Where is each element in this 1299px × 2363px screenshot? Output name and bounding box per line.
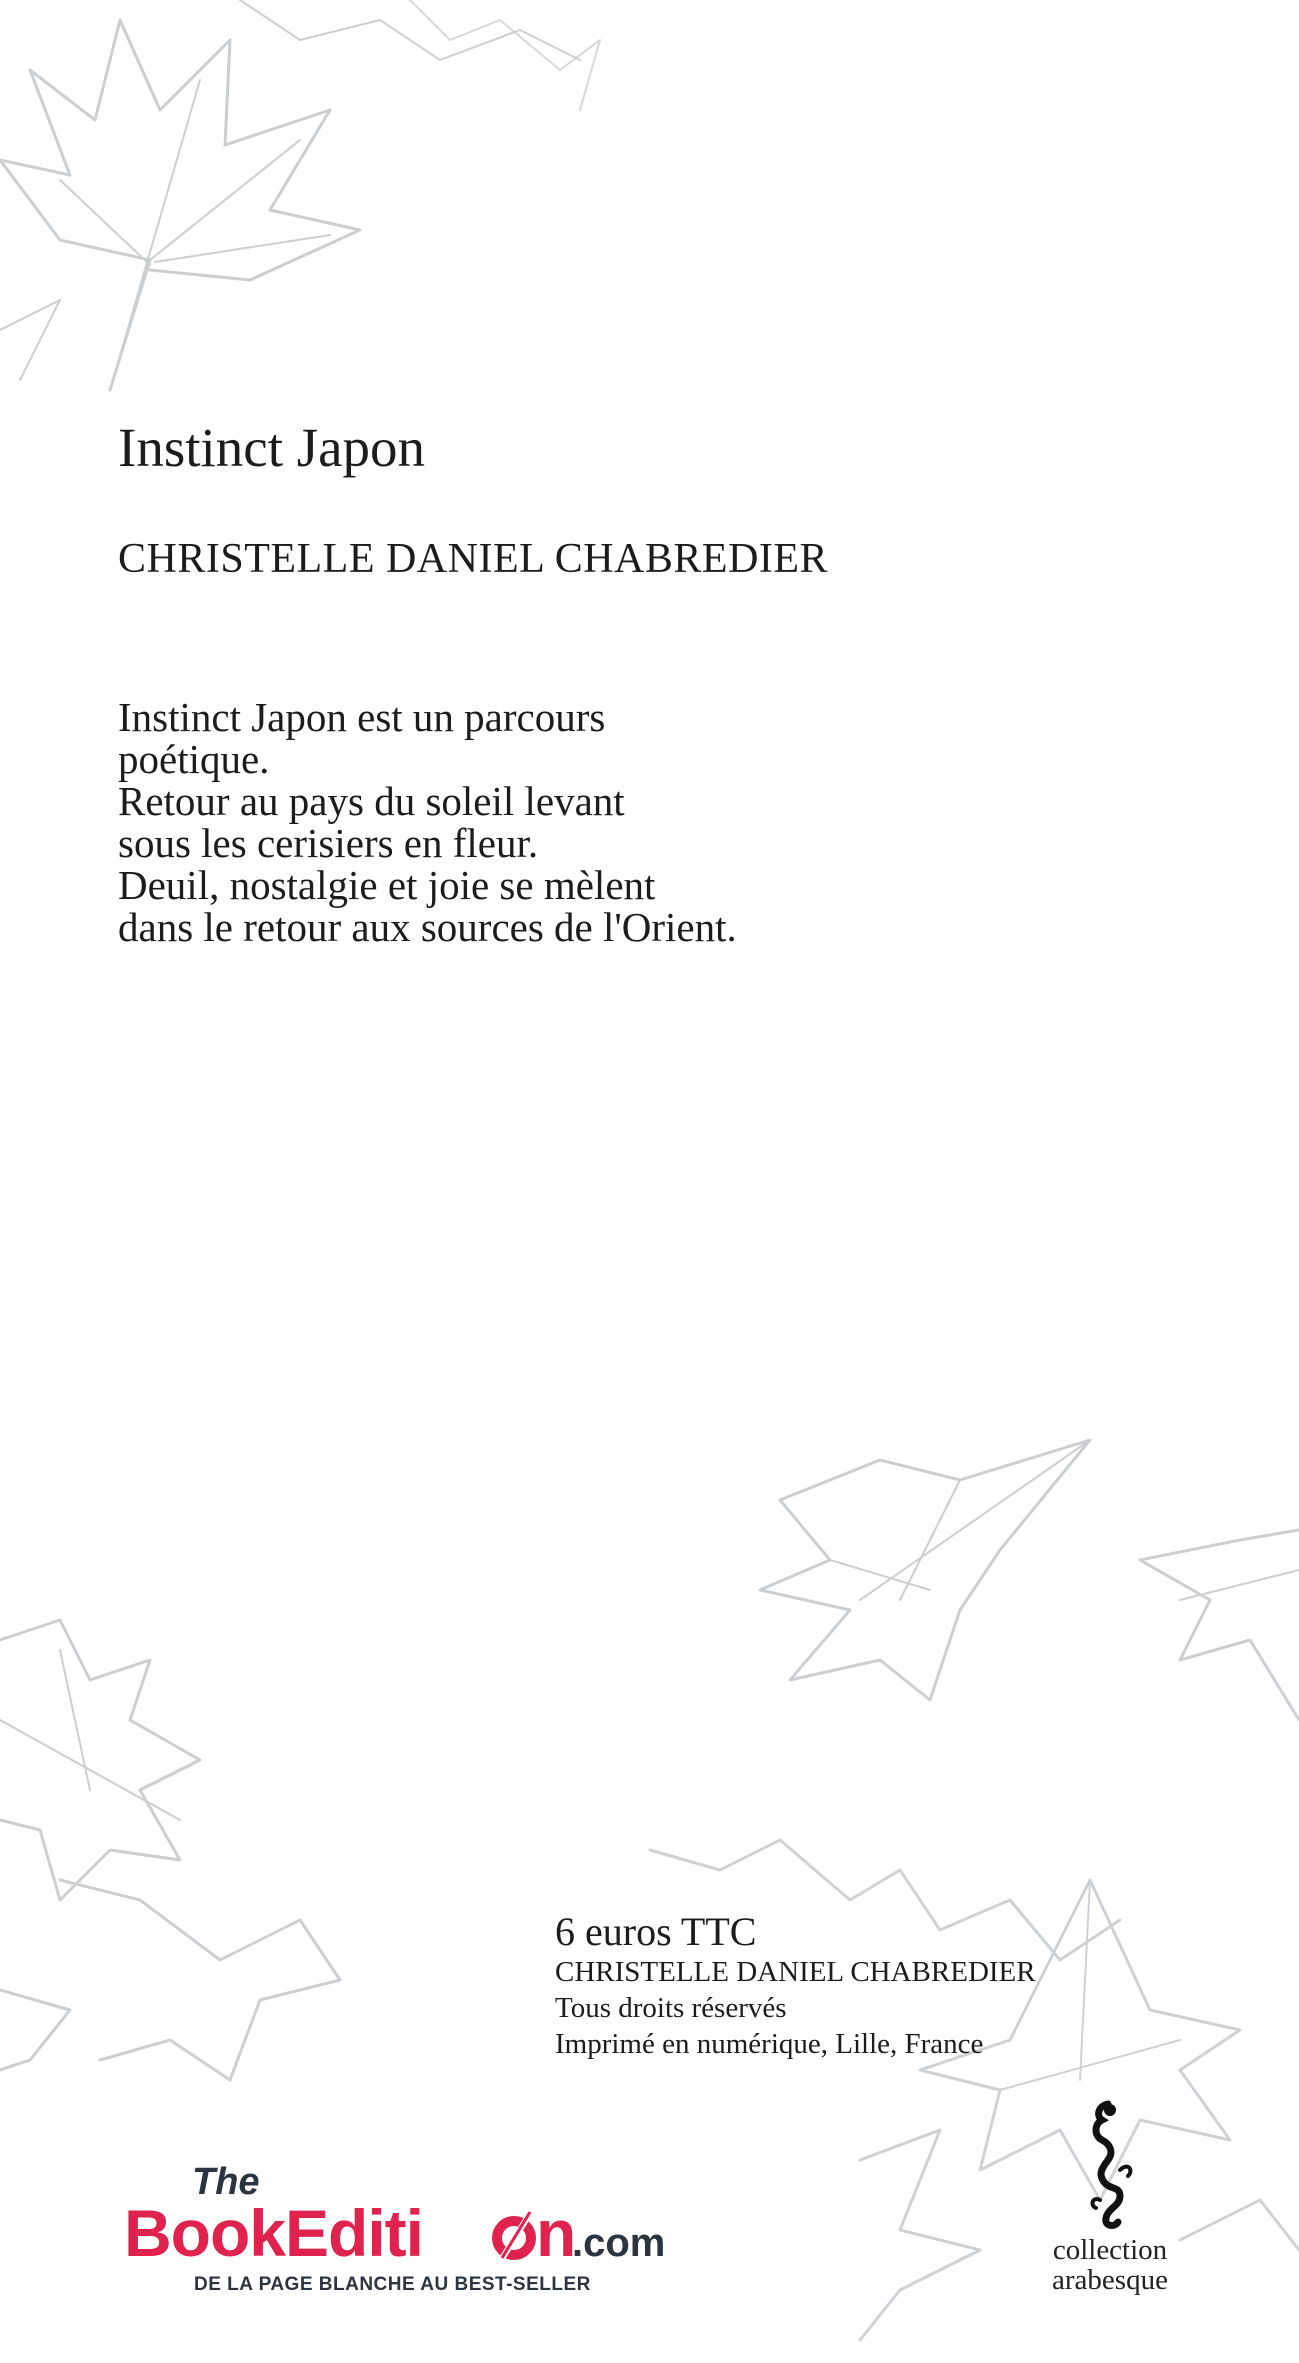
author-name: CHRISTELLE DANIEL CHABREDIER [118, 536, 829, 582]
collection-label-line2: arabesque [1052, 2264, 1168, 2296]
collection-arabesque [1010, 2100, 1210, 2295]
collection-label-line1: collection [1052, 2234, 1168, 2266]
blurb-line: sous les cerisiers en fleur. [118, 820, 539, 866]
book-blurb [118, 696, 1018, 948]
seahorse-arabesque-icon [1080, 2100, 1140, 2230]
colophon [555, 1910, 1036, 2062]
logo-dotcom: .com [572, 2221, 666, 2265]
blurb-line: poétique. [118, 736, 270, 782]
colophon-author: CHRISTELLE DANIEL CHABREDIER [555, 1956, 1036, 1988]
blurb-line: Deuil, nostalgie et joie se mèlent [118, 862, 656, 908]
logo-tagline: DE LA PAGE BLANCHE AU BEST-SELLER [194, 2274, 591, 2295]
print-location: Imprimé en numérique, Lille, France [555, 2028, 984, 2060]
logo-bookedition-part1: BookEditi [124, 2196, 423, 2270]
price: 6 euros TTC [555, 1909, 757, 1954]
maple-leaf-mid [760, 1440, 1090, 1700]
maple-leaf-top-left [0, 0, 580, 390]
logo-the: The [192, 2161, 260, 2203]
logo-bookedition-part2: n [536, 2196, 577, 2270]
thebookedition-logo [124, 2160, 714, 2300]
blurb-line: Retour au pays du soleil levant [118, 778, 625, 824]
blurb-line: Instinct Japon est un parcours [118, 694, 606, 740]
rights-notice: Tous droits réservés [555, 1992, 787, 2024]
maple-leaf-right-edge [1140, 1530, 1299, 1720]
quill-icon [497, 2210, 532, 2262]
book-title: Instinct Japon [118, 417, 426, 478]
blurb-line: dans le retour aux sources de l'Orient. [118, 904, 737, 950]
maple-leaf-bottom-left [0, 1620, 340, 2080]
svg-text:BookEditi​ [124, 2196, 423, 2270]
